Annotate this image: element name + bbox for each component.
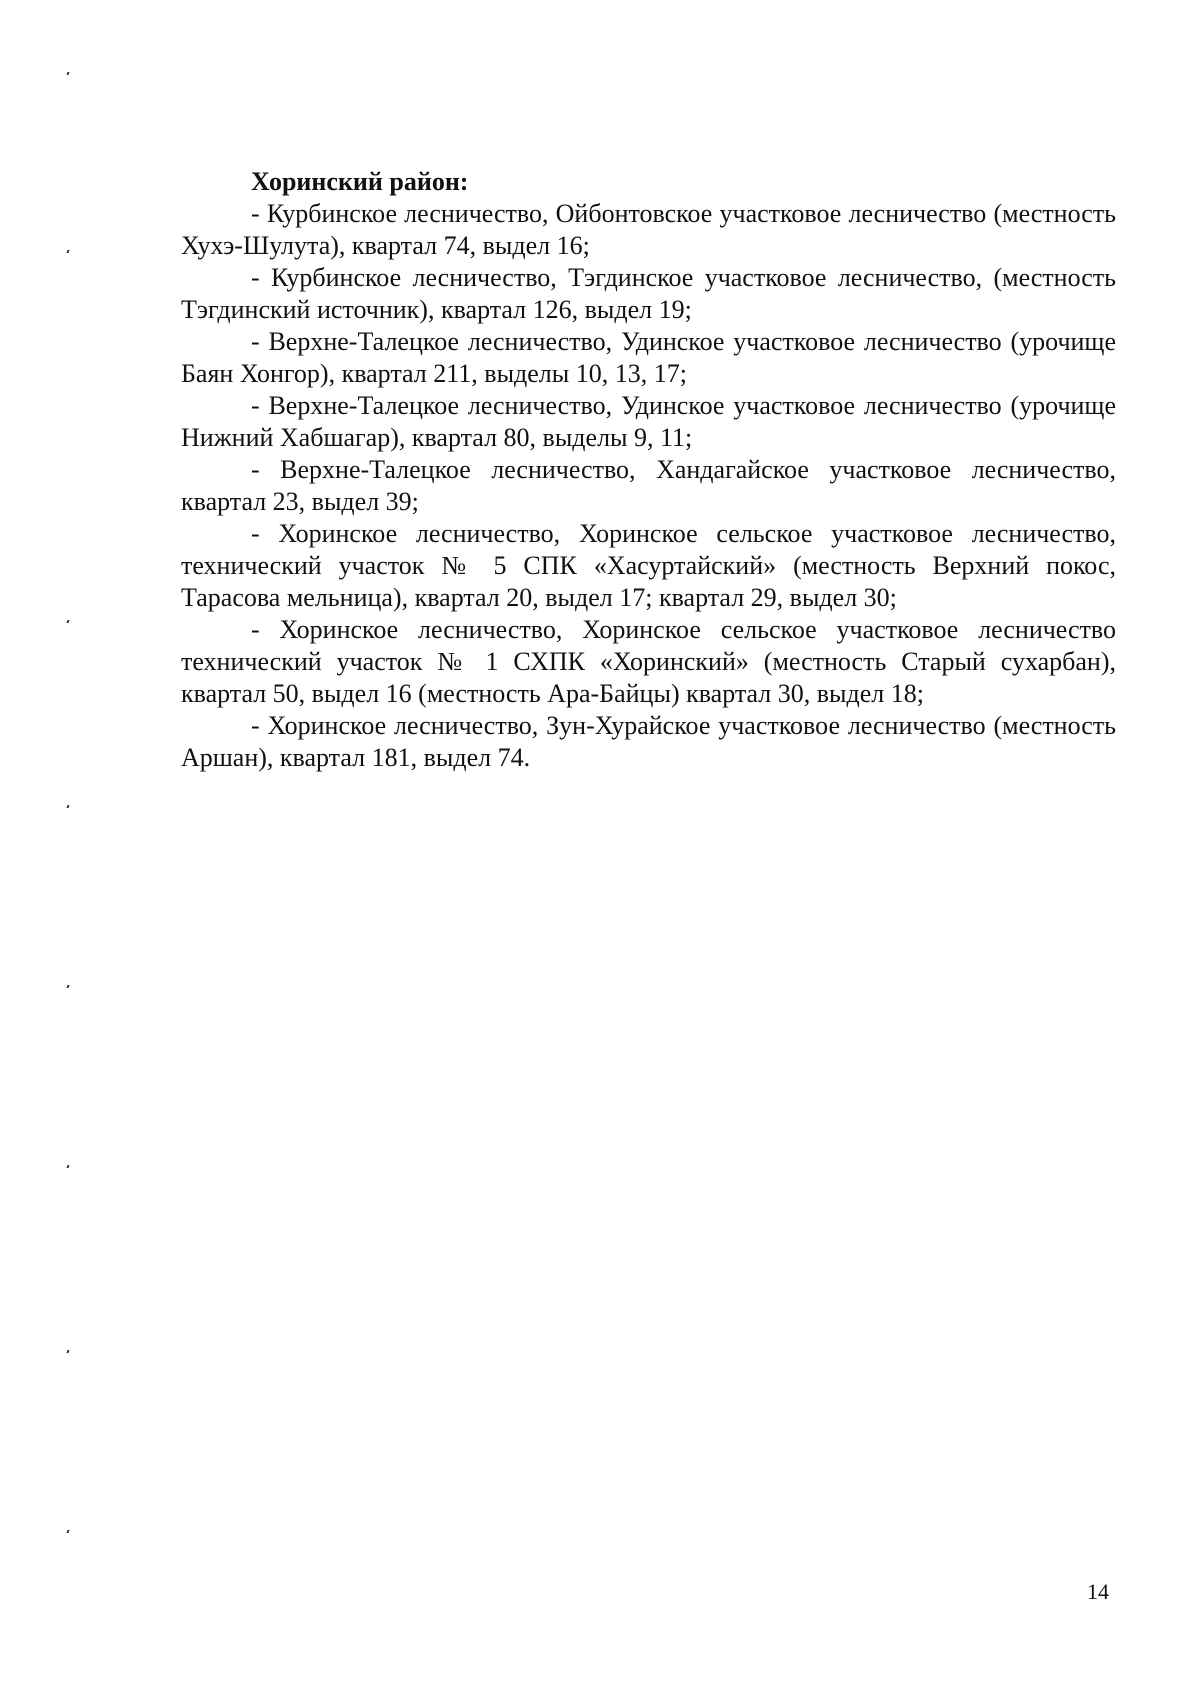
- scan-margin-mark: [66, 985, 69, 988]
- scan-margin-mark: [66, 620, 69, 623]
- scan-margin-mark: [66, 72, 69, 75]
- district-heading: Хоринский район:: [251, 167, 469, 196]
- list-item: - Курбинское лесничество, Ойбонтовское участковое лесничество (местность Хухэ-Шулута), квартал 74, выдел 16;: [181, 199, 1116, 260]
- list-item: - Курбинское лесничество, Тэгдинское участковое лесничество, (местность Тэгдинский источник), квартал 126, выдел 19;: [181, 263, 1116, 324]
- scan-margin-mark: [66, 1165, 69, 1168]
- document-body: [181, 166, 1116, 774]
- list-item: - Верхне-Талецкое лесничество, Удинское участковое лесничество (урочище Баян Хонгор), квартал 211, выделы 10, 13, 17;: [181, 327, 1116, 388]
- list-item: - Хоринское лесничество, Хоринское сельское участковое лесничество технический участок № 1 СХПК «Хоринский» (местность Старый сухарбан), квартал 50, выдел 16 (местность Ара-Байцы) квартал 30, выдел 18;: [181, 615, 1116, 708]
- scan-margin-mark: [66, 250, 69, 253]
- scan-margin-mark: [66, 1350, 69, 1353]
- list-item: - Хоринское лесничество, Хоринское сельское участковое лесничество, технический участок № 5 СПК «Хасуртайский» (местность Верхний покос, Тарасова мельница), квартал 20, выдел 17; квартал 29, выдел 30;: [181, 519, 1116, 612]
- page-number: 14: [1087, 1579, 1109, 1604]
- list-item: - Верхне-Талецкое лесничество, Хандагайское участковое лесничество, квартал 23, выдел 39;: [181, 455, 1116, 516]
- list-item: - Хоринское лесничество, Зун-Хурайское участковое лесничество (местность Аршан), квартал 181, выдел 74.: [181, 711, 1116, 772]
- forestry-list: [181, 198, 1116, 774]
- scan-margin-mark: [66, 805, 69, 808]
- scan-margin-mark: [66, 1530, 69, 1533]
- list-item: - Верхне-Талецкое лесничество, Удинское участковое лесничество (урочище Нижний Хабшагар), квартал 80, выделы 9, 11;: [181, 391, 1116, 452]
